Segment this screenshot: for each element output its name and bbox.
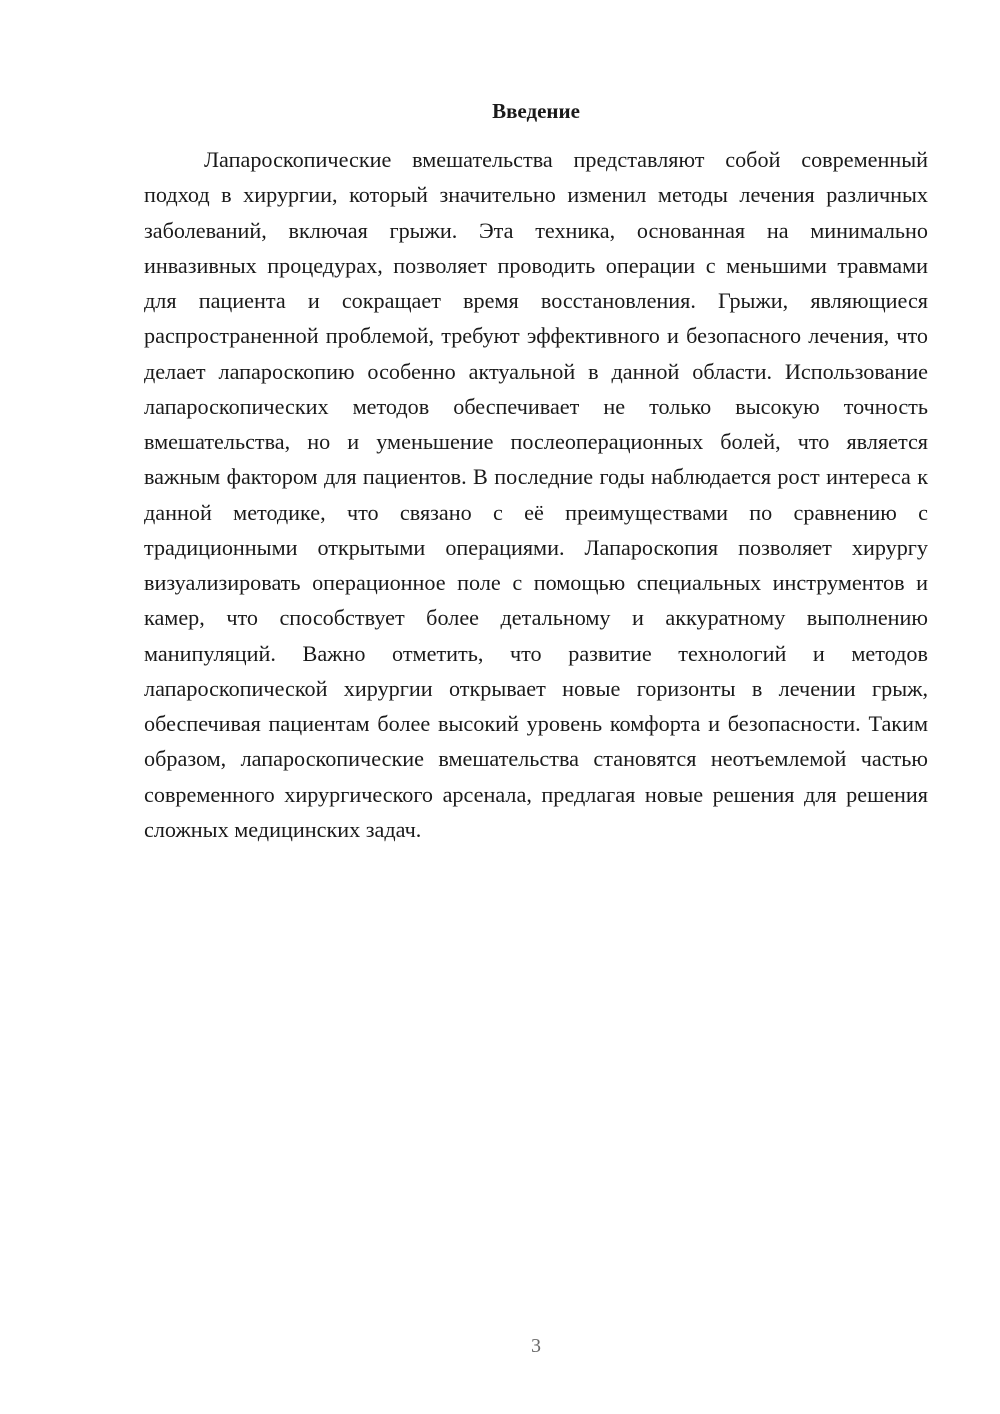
page-number: 3	[531, 1335, 541, 1357]
section-heading: Введение	[492, 99, 580, 123]
body-paragraph: Лапароскопические вмешательства представляют собой современный подход в хирургии, который значительно изменил методы лечения различных заболеваний, включая грыжи. Эта техника, основанная на минимально инвазивных процедурах, позволяет проводить операции с меньшими травмами для пациента и сокращает время восстановления. Грыжи, являющиеся распространенной проблемой, требуют эффективного и безопасного лечения, что делает лапароскопию особенно актуальной в данной области. Использование лапароскопических методов обеспечивает не только высокую точность вмешательства, но и уменьшение послеоперационных болей, что является важным фактором для пациентов. В последние годы наблюдается рост интереса к данной методике, что связано с её преимуществами по сравнению с традиционными открытыми операциями. Лапароскопия позволяет хирургу визуализировать операционное поле с помощью специальных инструментов и камер, что способствует более детальному и аккуратному выполнению манипуляций. Важно отметить, что развитие технологий и методов лапароскопической хирургии открывает новые горизонты в лечении грыж, обеспечивая пациентам более высокий уровень комфорта и безопасности. Таким образом, лапароскопические вмешательства становятся неотъемлемой частью современного хирургического арсенала, предлагая новые решения для решения сложных медицинских задач.	[144, 147, 928, 842]
